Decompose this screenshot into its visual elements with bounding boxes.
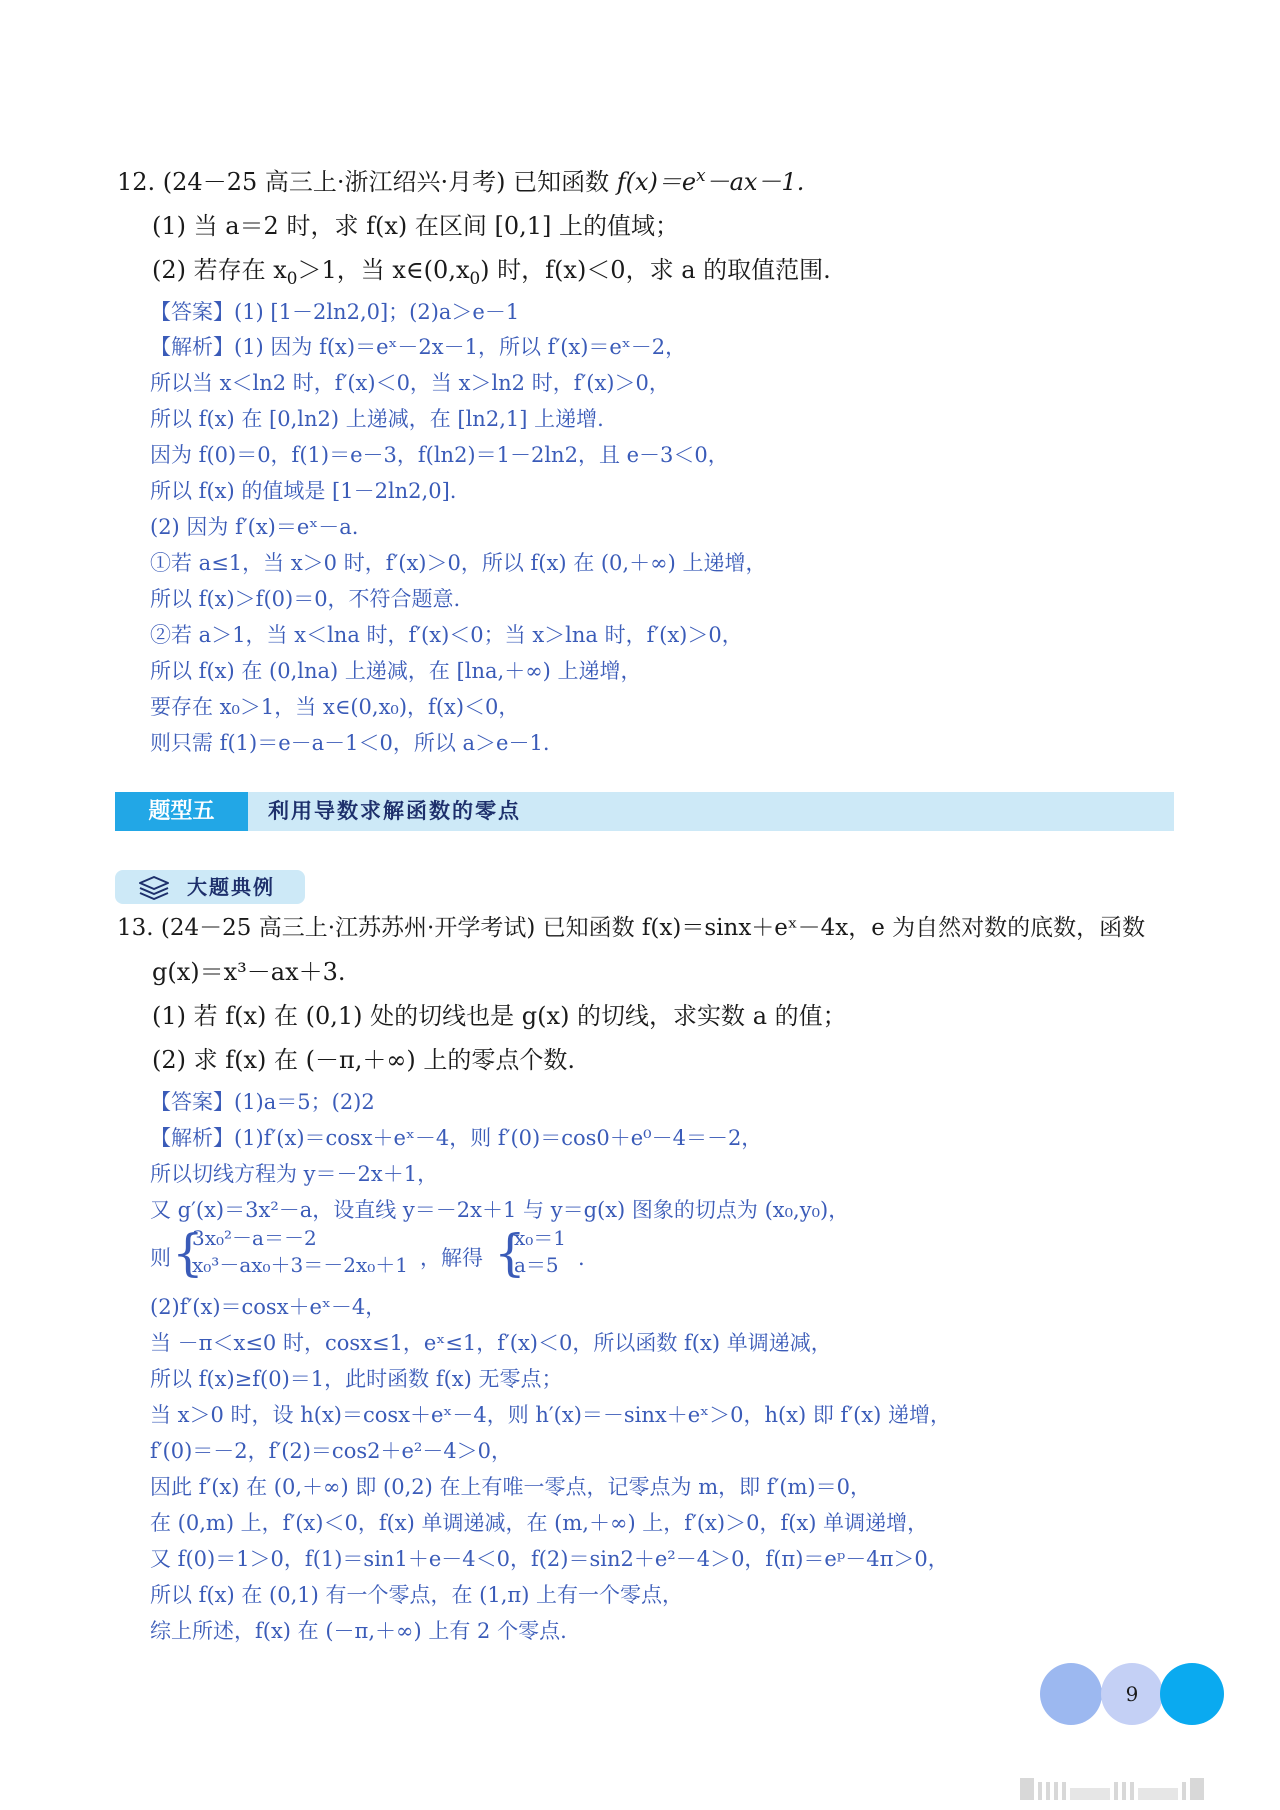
- answer-text: (1)a＝5；(2)2: [234, 1090, 375, 1114]
- solution-13-line-8: f′(0)＝－2，f′(2)＝cos2＋e²－4＞0，: [150, 1439, 513, 1463]
- section-label: 题型五: [115, 792, 248, 831]
- analysis-tag: 【解析】: [150, 335, 234, 359]
- solution-12-line-9: ②若 a＞1，当 x＜lna 时，f′(x)＜0；当 x＞lna 时，f′(x)＞0，: [150, 623, 743, 647]
- watermark-bars: [1020, 1770, 1260, 1800]
- problem-12-fx: f(x)＝e: [616, 168, 697, 196]
- solution-12-line-2: 所以当 x＜ln2 时，f′(x)＜0，当 x＞ln2 时，f′(x)＞0，: [150, 371, 670, 395]
- solution-13-line-12: 所以 f(x) 在 (0,1) 有一个零点，在 (1,π) 上有一个零点，: [150, 1583, 684, 1607]
- system-mid: ，解得: [420, 1246, 483, 1270]
- solution-12-line-10: 所以 f(x) 在 (0,lna) 上递减，在 [lna,＋∞) 上递增，: [150, 659, 642, 683]
- problem-12-fx-rest: －ax－1.: [705, 168, 805, 196]
- solution-13-line-9: 因此 f′(x) 在 (0,＋∞) 即 (0,2) 在上有唯一零点，记零点为 m，即 f′(m)＝0，: [150, 1475, 871, 1499]
- system-sol-2: a＝5: [514, 1253, 559, 1277]
- layers-icon: [137, 875, 171, 901]
- problem-12-part2-a: (2) 若存在 x: [152, 256, 287, 284]
- problem-13-line-1: 13. (24－25 高三上·江苏苏州·开学考试) 已知函数 f(x)＝sinx＋eˣ－4x，e 为自然对数的底数，函数: [117, 915, 1146, 941]
- solution-12-answer: [150, 297, 519, 327]
- solution-13-line-10: 在 (0,m) 上，f′(x)＜0，f(x) 单调递减，在 (m,＋∞) 上，f′(x)＞0，f(x) 单调递增，: [150, 1511, 929, 1535]
- solution-12-line-6: (2) 因为 f′(x)＝eˣ－a.: [150, 515, 359, 539]
- left-brace-2: {: [494, 1224, 526, 1282]
- page-number: 9: [1125, 1682, 1139, 1706]
- system-sol-1: x₀＝1: [514, 1226, 567, 1250]
- problem-12-part2: (2) 若存在 $x_0>1$，当 $x\in(0,x_0)$ 时，f(x)＜0，求 a 的取值范围.: [152, 256, 831, 288]
- section-title: 利用导数求解函数的零点: [268, 799, 521, 823]
- solution-12-line-7: ①若 a≤1，当 x＞0 时，f′(x)＞0，所以 f(x) 在 (0,＋∞) 上递增，: [150, 551, 767, 575]
- solution-13-line-11: 又 f(0)＝1＞0，f(1)＝sin1＋e－4＜0，f(2)＝sin2＋e²－4＞0，f(π)＝eᵖ－4π＞0，: [150, 1547, 949, 1571]
- example-tag: [115, 870, 305, 904]
- answer-text: (1) [1－2ln2,0]；(2)a＞e－1: [234, 300, 520, 324]
- problem-12-part1: (1) 当 a＝2 时，求 f(x) 在区间 [0,1] 上的值域；: [152, 212, 680, 240]
- solution-13-line-13: 综上所述，f(x) 在 (－π,＋∞) 上有 2 个零点.: [150, 1619, 567, 1643]
- analysis-tag: 【解析】: [150, 1126, 234, 1150]
- solution-13-line-1: [150, 1123, 762, 1153]
- problem-13-part1: (1) 若 f(x) 在 (0,1) 处的切线也是 g(x) 的切线，求实数 a 的值；: [152, 1002, 847, 1030]
- solution-12-line-4: 因为 f(0)＝0，f(1)＝e－3，f(ln2)＝1－2ln2，且 e－3＜0，: [150, 443, 729, 467]
- page-number-badge: [1040, 1663, 1224, 1725]
- solution-12-line-5: 所以 f(x) 的值域是 [1－2ln2,0].: [150, 479, 457, 503]
- solution-12-line-8: 所以 f(x)＞f(0)＝0，不符合题意.: [150, 587, 461, 611]
- solution-13-line-4: (2)f′(x)＝cosx＋eˣ－4，: [150, 1295, 387, 1319]
- solution-12-line-1: [150, 332, 686, 362]
- problem-12-part2-c: ) 时，f(x)＜0，求 a 的取值范围.: [480, 256, 831, 284]
- problem-12-part2-b: ＞1，当 x∈(0,x: [297, 256, 470, 284]
- system-end: .: [578, 1246, 585, 1270]
- answer-tag: 【答案】: [150, 300, 234, 324]
- solution-13-line-7: 当 x＞0 时，设 h(x)＝cosx＋eˣ－4，则 h′(x)＝－sinx＋eˣ＞0，h(x) 即 f′(x) 递增，: [150, 1403, 951, 1427]
- problem-13-line-2: g(x)＝x³－ax＋3.: [152, 958, 346, 986]
- page-circle-left: [1040, 1663, 1102, 1725]
- section-banner: [115, 792, 1174, 831]
- solution-13-line-2: 所以切线方程为 y＝－2x＋1，: [150, 1162, 439, 1186]
- solution-13-line-1-text: (1)f′(x)＝cosx＋eˣ－4，则 f′(0)＝cos0＋e⁰－4＝－2，: [234, 1126, 763, 1150]
- solution-12-line-1-text: (1) 因为 f(x)＝eˣ－2x－1，所以 f′(x)＝eˣ－2，: [234, 335, 687, 359]
- solution-13-line-6: 所以 f(x)≥f(0)＝1，此时函数 f(x) 无零点；: [150, 1367, 563, 1391]
- solution-13-answer: [150, 1087, 375, 1117]
- page-circle-right: [1160, 1663, 1224, 1725]
- system-eq-2: x₀³－ax₀＋3＝－2x₀＋1: [192, 1253, 409, 1277]
- solution-12-line-11: 要存在 x₀＞1，当 x∈(0,x₀)，f(x)＜0，: [150, 695, 520, 719]
- answer-tag: 【答案】: [150, 1090, 234, 1114]
- problem-12-head: 12. (24－25 高三上·浙江绍兴·月考) 已知函数: [117, 168, 610, 196]
- solution-13-line-5: 当 －π＜x≤0 时，cosx≤1，eˣ≤1，f′(x)＜0，所以函数 f(x) 单调递减，: [150, 1331, 832, 1355]
- problem-12-stem: 12. (24－25 高三上·浙江绍兴·月考) 已知函数 $f(x)=e^x-ax-1$.: [117, 165, 805, 196]
- system-eq-1: 3x₀²－a＝－2: [192, 1226, 317, 1250]
- left-brace-1: {: [172, 1224, 204, 1282]
- solution-13-line-3: 又 g′(x)＝3x²－a，设直线 y＝－2x＋1 与 y＝g(x) 图象的切点为 (x₀,y₀)，: [150, 1198, 850, 1222]
- solution-12-line-3: 所以 f(x) 在 [0,ln2) 上递减，在 [ln2,1] 上递增.: [150, 407, 604, 431]
- problem-13-part2: (2) 求 f(x) 在 (－π,＋∞) 上的零点个数.: [152, 1046, 576, 1074]
- solution-12-line-12: 则只需 f(1)＝e－a－1＜0，所以 a＞e－1.: [150, 731, 550, 755]
- example-tag-label: 大题典例: [187, 875, 275, 899]
- system-prefix: 则: [150, 1246, 171, 1270]
